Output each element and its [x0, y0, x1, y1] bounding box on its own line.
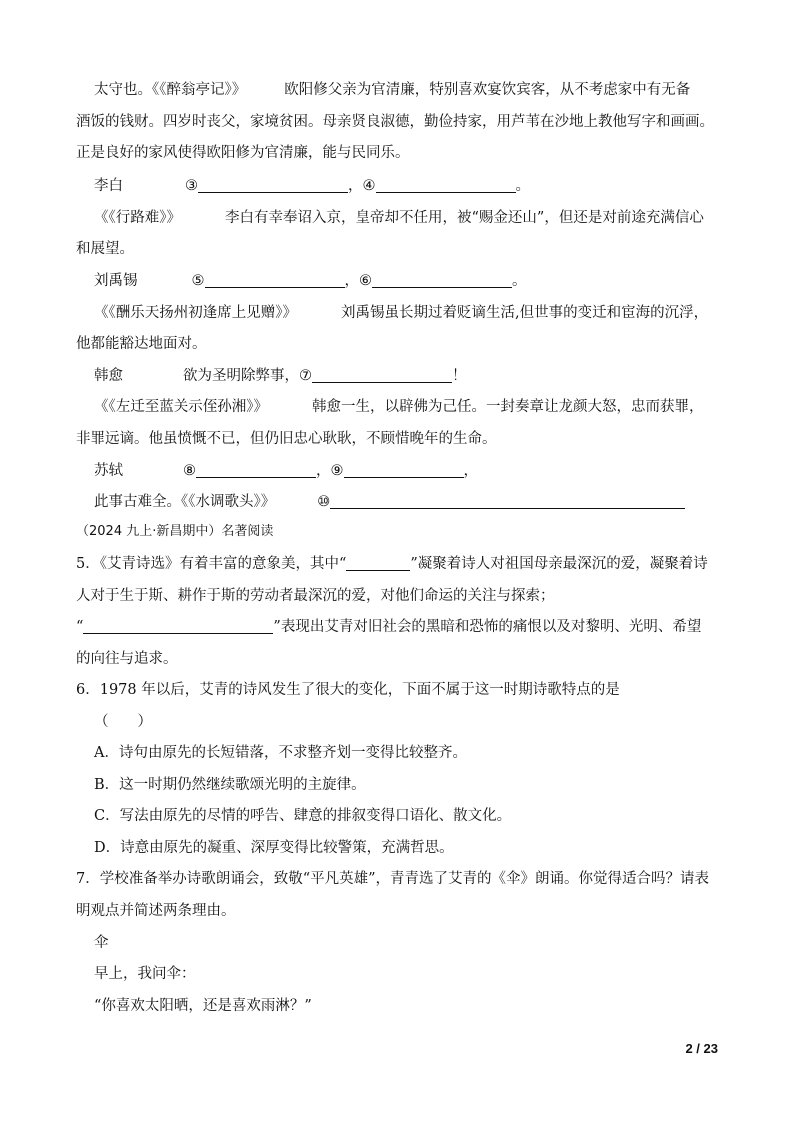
text-line: “ ”表现出艾青对旧社会的黑暗和恐怖的痛恨以及对黎明、光明、希望 — [76, 619, 702, 635]
text: 《《左迁至蓝关示侄孙湘》》 — [94, 399, 268, 415]
answer-blank-4[interactable] — [376, 176, 516, 193]
blank-marker: ⑥ — [359, 273, 372, 289]
blank-line-hanyu: 韩愈 欲为圣明除弊事，⑦ ！ — [94, 368, 467, 384]
text-line: 酒饭的钱财。四岁时丧父，家境贫困。母亲贤良淑德，勤俭持家，用芦苇在沙地上教他写字和画画。 — [76, 114, 714, 130]
poem-line: “你喜欢太阳晒，还是喜欢雨淋？” — [94, 998, 312, 1014]
answer-blank-8[interactable] — [196, 461, 316, 478]
question-6: 6．1978 年以后，艾青的诗风发生了很大的变化，下面不属于这一时期诗歌特点的是 — [76, 682, 620, 698]
answer-blank-q5-2[interactable] — [83, 617, 273, 634]
text-line: 人对于生于斯、耕作于斯的劳动者最深沉的爱，对他们命运的关注与探索； — [76, 588, 555, 604]
blank-line-sushi-2 — [94, 491, 685, 513]
poet-name: 韩愈 — [94, 368, 123, 384]
answer-paren[interactable]: （ ） — [94, 714, 152, 730]
blank-line-liuyuxi: 刘禹锡 ⑤ ，⑥ 。 — [94, 273, 527, 289]
poet-name: 苏轼 — [94, 463, 123, 479]
text: 太守也。《《醉翁亭记》》 — [94, 82, 247, 98]
answer-blank-6[interactable] — [372, 271, 512, 288]
option-d[interactable]: D．诗意由原先的凝重、深厚变得比较警策，充满哲思。 — [94, 840, 454, 856]
text-line — [94, 302, 708, 324]
blank-marker: ⑧ — [183, 463, 196, 479]
poem-title: 伞 — [94, 935, 109, 951]
text-line: 的向往与追求。 — [76, 651, 178, 667]
text-line: 他都能豁达地面对。 — [76, 336, 207, 352]
text-line: 和展望。 — [76, 241, 134, 257]
blank-line-sushi: 苏轼 ⑧ ，⑨ ， — [94, 463, 478, 479]
text: 李白有幸奉诏入京，皇帝却不任用，被“赐金还山”，但还是对前途充满信心 — [225, 210, 704, 226]
question-source: （2024 九上·新昌期中）名著阅读 — [76, 524, 274, 539]
text: 此事古难全。《《水调歌头》》 — [94, 494, 276, 510]
text: 欧阳修父亲为官清廉，特别喜欢宴饮宾客，从不考虑家中有无备 — [284, 82, 691, 98]
blank-marker: ⑤ — [191, 273, 205, 289]
text-line: 正是良好的家风使得欧阳修为官清廉，能与民同乐。 — [76, 145, 410, 161]
text-line — [94, 396, 704, 418]
text: 《《行路难》》 — [94, 210, 181, 226]
text: 韩愈一生，以辟佛为己任。一封奏章让龙颜大怒，忠而获罪， — [312, 399, 704, 415]
text-line: 非罪远谪。他虽愤慨不已，但仍旧忠心耿耿，不顾惜晚年的生命。 — [76, 431, 497, 447]
blank-marker: ④ — [362, 178, 376, 194]
answer-blank-9[interactable] — [344, 461, 464, 478]
blank-line-libai: 李白 ③ ，④ 。 — [94, 178, 530, 194]
answer-blank-7[interactable] — [312, 366, 452, 383]
answer-blank-10[interactable] — [330, 492, 685, 509]
blank-marker: ⑦ — [299, 368, 312, 384]
question-7: 7．学校准备举办诗歌朗诵会，致敬“平凡英雄”，青青选了艾青的《伞》朗诵。你觉得适合吗？请表 — [76, 871, 710, 887]
answer-blank-5[interactable] — [205, 271, 345, 288]
text-line — [94, 207, 704, 229]
answer-blank-q5-1[interactable] — [346, 554, 410, 571]
option-b[interactable]: B．这一时期仍然继续歌颂光明的主旋律。 — [94, 777, 366, 793]
text-line: 明观点并简述两条理由。 — [76, 903, 236, 919]
poem-line: 早上，我问伞： — [94, 966, 196, 982]
page-number: 2 / 23 — [685, 1041, 718, 1056]
text-line — [94, 79, 690, 101]
blank-marker: ⑩ — [317, 494, 331, 510]
text: 刘禹锡虽长期过着贬谪生活,但世事的变迁和宦海的沉浮， — [341, 305, 709, 321]
question-5: 5．《艾青诗选》有着丰富的意象美，其中“ ”凝聚着诗人对祖国母亲最深沉的爱，凝聚着诗 — [76, 556, 708, 572]
text: 《《酬乐天扬州初逢席上见赠》》 — [94, 305, 297, 321]
poem-text: 欲为圣明除弊事， — [183, 368, 299, 384]
poet-name: 刘禹锡 — [94, 273, 138, 289]
blank-marker: ③ — [185, 178, 198, 194]
answer-blank-3[interactable] — [198, 176, 348, 193]
option-c[interactable]: C．写法由原先的尽情的呼告、肆意的排叙变得口语化、散文化。 — [94, 808, 512, 824]
option-a[interactable]: A．诗句由原先的长短错落，不求整齐划一变得比较整齐。 — [94, 745, 467, 761]
blank-marker: ⑨ — [330, 463, 344, 479]
poet-name: 李白 — [94, 178, 123, 194]
